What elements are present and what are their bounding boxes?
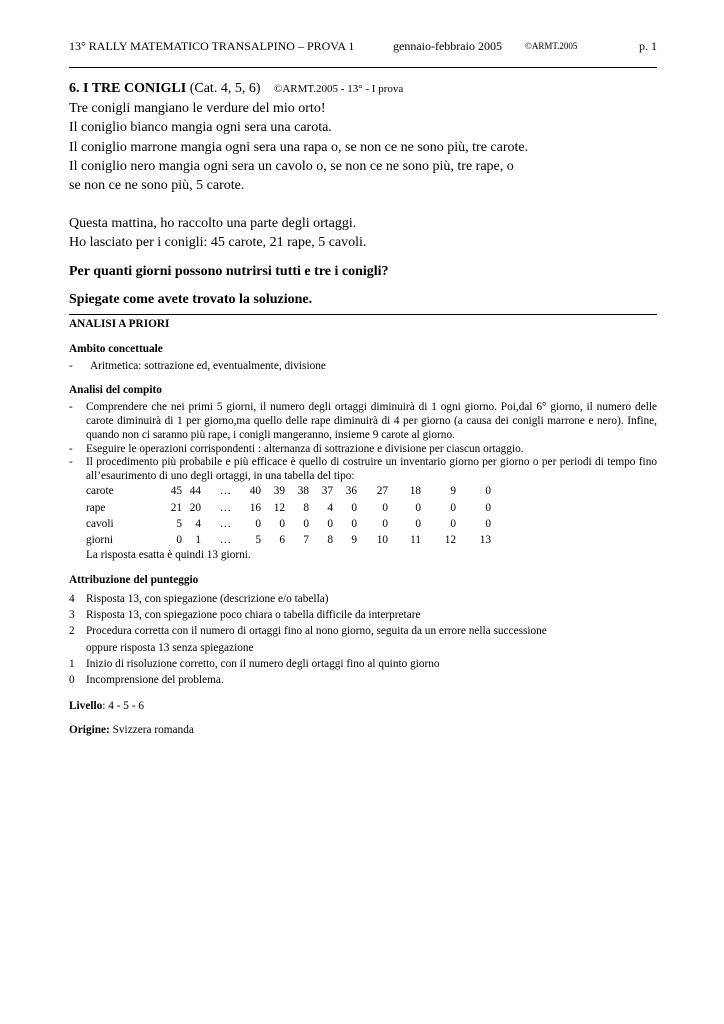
compito-item-text: Eseguire le operazioni corrispondenti : alternanza di sottrazione e divisione per ciascun ortaggio.	[86, 442, 524, 455]
table-row-label: giorni	[86, 534, 113, 547]
problem-line: Il coniglio nero mangia ogni sera un cavolo o, se non ce ne sono più, tre rape, o	[69, 158, 514, 174]
table-cell: 12	[444, 534, 456, 547]
table-cell: 20	[189, 501, 201, 514]
table-cell: 7	[303, 534, 309, 547]
analysis-title: ANALISI A PRIORI	[69, 318, 170, 330]
problem-line: se non ce ne sono più, 5 carote.	[69, 178, 245, 194]
compito-item: - Comprendere che nei primi 5 giorni, il numero degli ortaggi diminuirà di 1 ogni giorno. Poi,dal 6° giorno, il numero delle carote diminuirà di 1 per giorno,ma quello delle rape diminuirà di 4 per giorno (a causa dei conigli marrone e nero). Infine, quando non ci saranno più rape, i conigli mangeranno, insieme 9 carote al giorno.	[69, 401, 657, 441]
table-row	[86, 517, 491, 533]
header-title: 13° RALLY MATEMATICO TRANSALPINO – PROVA 1	[69, 39, 355, 53]
analysis-section	[69, 318, 657, 738]
compito-item: - Eseguire le operazioni corrispondenti : alternanza di sottrazione e divisione per ciascun ortaggio.	[69, 442, 524, 455]
score-item	[69, 591, 657, 607]
table-cell: 12	[273, 501, 285, 514]
table-cell: 9	[351, 534, 357, 547]
header-date: gennaio-febbraio 2005	[393, 39, 502, 53]
table-cell: 0	[450, 517, 456, 530]
table-cell: 16	[249, 501, 261, 514]
ambito-item-text: Aritmetica: sottrazione ed, eventualmente, divisione	[90, 359, 326, 372]
table-cell: 37	[321, 485, 333, 498]
score-item	[69, 607, 657, 623]
header-rule	[69, 67, 657, 68]
table-cell: …	[219, 534, 231, 547]
ambito-title: Ambito concettuale	[69, 342, 163, 355]
problem-category: (Cat. 4, 5, 6)	[189, 81, 261, 96]
problem-statement	[69, 79, 657, 309]
table-cell: 44	[189, 485, 201, 498]
score-text: Procedura corretta con il numero di ortaggi fino al nono giorno, seguita da un errore nella successione	[86, 625, 547, 638]
answer-text: La risposta esatta è quindi 13 giorni.	[86, 549, 251, 562]
table-cell: 0	[382, 501, 388, 514]
origine-value: Svizzera romanda	[109, 724, 194, 737]
score-value: 1	[69, 657, 75, 670]
score-text-continued: oppure risposta 13 senza spiegazione	[86, 641, 254, 654]
table-cell: 8	[303, 501, 309, 514]
table-cell: 5	[255, 534, 261, 547]
header-page-number: p. 1	[639, 39, 657, 53]
table-row-label: carote	[86, 485, 114, 498]
problem-title: 6. I TRE CONIGLI	[69, 81, 187, 96]
table-cell: 0	[485, 501, 491, 514]
table-cell: 0	[351, 517, 357, 530]
ambito-item: - Aritmetica: sottrazione ed, eventualmente, divisione	[69, 359, 326, 372]
inventory-table	[86, 484, 491, 549]
table-cell: 4	[195, 517, 201, 530]
table-cell: 36	[345, 485, 357, 498]
livello-label: Livello	[69, 699, 103, 712]
score-item	[69, 623, 657, 656]
table-row	[86, 484, 491, 500]
table-cell: 0	[450, 501, 456, 514]
spacer	[69, 195, 657, 214]
table-row	[86, 533, 491, 549]
table-cell: 40	[249, 485, 261, 498]
score-text: Incomprensione del problema.	[86, 674, 224, 687]
punteggio-title: Attribuzione del punteggio	[69, 573, 199, 586]
table-cell: 0	[351, 501, 357, 514]
table-cell: 4	[327, 501, 333, 514]
table-cell: 10	[376, 534, 388, 547]
score-item	[69, 656, 657, 672]
score-value: 2	[69, 625, 75, 638]
compito-title: Analisi del compito	[69, 384, 162, 397]
table-cell: 21	[170, 501, 182, 514]
compito-item-text: Comprendere che nei primi 5 giorni, il numero degli ortaggi diminuirà di 1 ogni giorno. Poi,dal 6° giorno, il numero delle carote diminuirà di 1 per giorno,ma quello delle rape diminuirà di 4 per giorno (a causa dei conigli marrone e nero). Infine, quando non ci saranno più rape, i conigli mangeranno, insieme 9 carote al giorno.	[86, 401, 657, 441]
table-cell: 0	[279, 517, 285, 530]
table-cell: 0	[415, 501, 421, 514]
table-cell: 0	[255, 517, 261, 530]
header-copyright: ©ARMT.2005	[525, 41, 578, 51]
table-cell: 38	[297, 485, 309, 498]
table-cell: 45	[170, 485, 182, 498]
table-cell: …	[219, 485, 231, 498]
table-cell: 0	[485, 517, 491, 530]
problem-copyright: ©ARMT.2005 - 13° - I prova	[273, 83, 404, 95]
score-value: 4	[69, 592, 75, 605]
problem-line: Ho lasciato per i conigli: 45 carote, 21 rape, 5 cavoli.	[69, 235, 367, 251]
table-cell: …	[219, 501, 231, 514]
table-cell: 8	[327, 534, 333, 547]
origine-line	[69, 724, 657, 738]
table-cell: 11	[410, 534, 421, 547]
section-rule	[69, 314, 657, 315]
table-row-label: rape	[86, 501, 106, 514]
score-item	[69, 672, 657, 688]
table-cell: 39	[273, 485, 285, 498]
table-cell: 6	[279, 534, 285, 547]
table-cell: 5	[176, 517, 182, 530]
table-cell: 1	[195, 534, 201, 547]
problem-line: Il coniglio bianco mangia ogni sera una carota.	[69, 120, 332, 136]
origine-label: Origine:	[69, 724, 110, 737]
table-cell: 0	[303, 517, 309, 530]
problem-explain: Spiegate come avete trovato la soluzione.	[69, 291, 313, 307]
score-list	[69, 591, 657, 689]
livello-value: : 4 - 5 - 6	[102, 699, 144, 712]
table-cell: 9	[450, 485, 456, 498]
score-text: Inizio di risoluzione corretto, con il numero degli ortaggi fino al quinto giorno	[86, 657, 440, 670]
problem-question: Per quanti giorni possono nutrirsi tutti e tre i conigli?	[69, 263, 389, 279]
table-cell: 13	[479, 534, 491, 547]
score-text: Risposta 13, con spiegazione (descrizione e/o tabella)	[86, 592, 329, 605]
score-value: 3	[69, 609, 75, 622]
compito-item: - Il procedimento più probabile e più efficace è quello di costruire un inventario giorno per giorno o per periodi di tempo fino all’esaurimento di uno degli ortaggi, in una tabella del tipo:	[69, 456, 657, 483]
score-text: Risposta 13, con spiegazione poco chiara o tabella difficile da interpretare	[86, 609, 421, 622]
score-value: 0	[69, 674, 75, 687]
table-cell: 0	[327, 517, 333, 530]
problem-line: Questa mattina, ho raccolto una parte degli ortaggi.	[69, 216, 357, 232]
table-row-label: cavoli	[86, 517, 114, 530]
table-cell: 0	[382, 517, 388, 530]
table-cell: …	[219, 517, 231, 530]
livello-line	[69, 700, 657, 714]
problem-line: Tre conigli mangiano le verdure del mio orto!	[69, 101, 326, 117]
table-cell: 18	[409, 485, 421, 498]
problem-line: Il coniglio marrone mangia ogni sera una rapa o, se non ce ne sono più, tre carote.	[69, 139, 529, 155]
page-header	[69, 39, 657, 55]
problem-title-line	[69, 79, 657, 99]
table-cell: 0	[415, 517, 421, 530]
compito-item-text: Il procedimento più probabile e più efficace è quello di costruire un inventario giorno per giorno o per periodi di tempo fino all’esaurimento di uno degli ortaggi, in una tabella del tipo:	[86, 456, 657, 483]
table-cell: 0	[485, 485, 491, 498]
table-cell: 0	[176, 534, 182, 547]
table-cell: 27	[376, 485, 388, 498]
table-row	[86, 500, 491, 516]
